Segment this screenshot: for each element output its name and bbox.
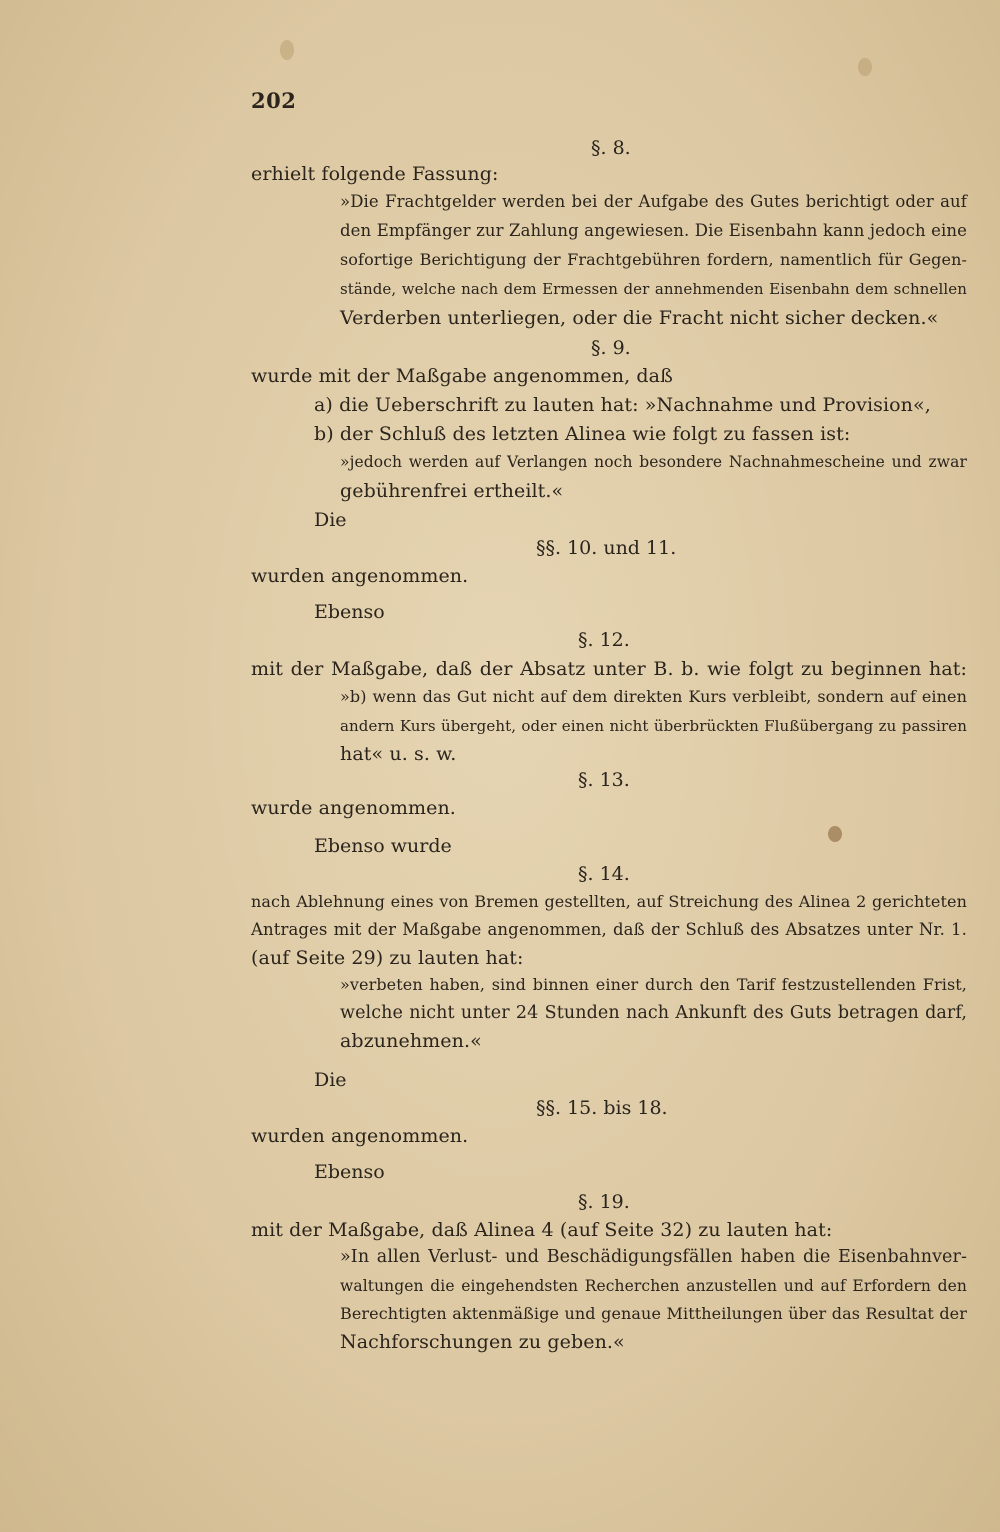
text-line: wurde angenommen. <box>251 797 456 819</box>
text-line: Verderben unterliegen, oder die Fracht nicht sicher decken.« <box>340 307 939 329</box>
text-line: »verbeten haben, sind binnen einer durch den Tarif festzustellenden Frist, <box>340 975 967 994</box>
text-line: hat« u. s. w. <box>340 743 457 765</box>
text-line: »b) wenn das Gut nicht auf dem direkten Kurs verbleibt, sondern auf einen <box>340 687 967 706</box>
text-line: Nachforschungen zu geben.« <box>340 1331 625 1353</box>
text-line: Antrages mit der Maßgabe angenommen, daß der Schluß des Absatzes unter Nr. 1. <box>251 920 967 939</box>
text-line: »Die Frachtgelder werden bei der Aufgabe des Gutes berichtigt oder auf <box>340 192 967 211</box>
section-heading: §. 8. <box>591 137 631 159</box>
text-line: b) der Schluß des letzten Alinea wie folgt zu fassen ist: <box>314 423 851 445</box>
text-line: erhielt folgende Fassung: <box>251 163 499 185</box>
section-heading: §§. 10. und 11. <box>536 537 677 559</box>
text-line: (auf Seite 29) zu lauten hat: <box>251 947 524 969</box>
text-line: nach Ablehnung eines von Bremen gestellten, auf Streichung des Alinea 2 gerichteten <box>251 892 967 911</box>
text-line: »In allen Verlust- und Beschädigungsfällen haben die Eisenbahnver- <box>340 1247 967 1267</box>
paper-stain <box>828 826 842 842</box>
text-line: waltungen die eingehendsten Recherchen anzustellen und auf Erfordern den <box>340 1277 967 1295</box>
paper-stain <box>858 58 872 76</box>
text-line: mit der Maßgabe, daß der Absatz unter B. b. wie folgt zu beginnen hat: <box>251 658 967 680</box>
text-line: welche nicht unter 24 Stunden nach Ankunft des Guts betragen darf, <box>340 1003 967 1023</box>
text-line: wurden angenommen. <box>251 565 469 587</box>
text-line: mit der Maßgabe, daß Alinea 4 (auf Seite 32) zu lauten hat: <box>251 1219 833 1241</box>
text-line: Ebenso wurde <box>314 835 452 857</box>
section-heading: §. 19. <box>578 1191 630 1213</box>
text-line: a) die Ueberschrift zu lauten hat: »Nachnahme und Provision«, <box>314 394 931 416</box>
text-line: Ebenso <box>314 601 385 623</box>
text-line: abzunehmen.« <box>340 1030 482 1052</box>
text-line: Die <box>314 1069 347 1091</box>
text-line: »jedoch werden auf Verlangen noch besondere Nachnahmescheine und zwar <box>340 453 967 471</box>
text-line: gebührenfrei ertheilt.« <box>340 480 564 502</box>
section-heading: §. 12. <box>578 629 630 651</box>
text-line: andern Kurs übergeht, oder einen nicht überbrückten Flußübergang zu passiren <box>340 717 967 735</box>
paper-stain <box>280 40 294 60</box>
section-heading: §. 9. <box>591 337 631 359</box>
text-line: wurden angenommen. <box>251 1125 469 1147</box>
section-heading: §. 13. <box>578 769 630 791</box>
text-line: Berechtigten aktenmäßige und genaue Mittheilungen über das Resultat der <box>340 1304 967 1323</box>
section-heading: §. 14. <box>578 863 630 885</box>
text-line: den Empfänger zur Zahlung angewiesen. Die Eisenbahn kann jedoch eine <box>340 221 967 240</box>
text-line: wurde mit der Maßgabe angenommen, daß <box>251 365 673 387</box>
section-heading: §§. 15. bis 18. <box>536 1097 668 1119</box>
text-line: stände, welche nach dem Ermessen der annehmenden Eisenbahn dem schnellen <box>340 280 967 298</box>
page-number: 202 <box>251 88 297 113</box>
text-line: sofortige Berichtigung der Frachtgebühren fordern, namentlich für Gegen- <box>340 250 967 269</box>
text-line: Ebenso <box>314 1161 385 1183</box>
text-line: Die <box>314 509 347 531</box>
